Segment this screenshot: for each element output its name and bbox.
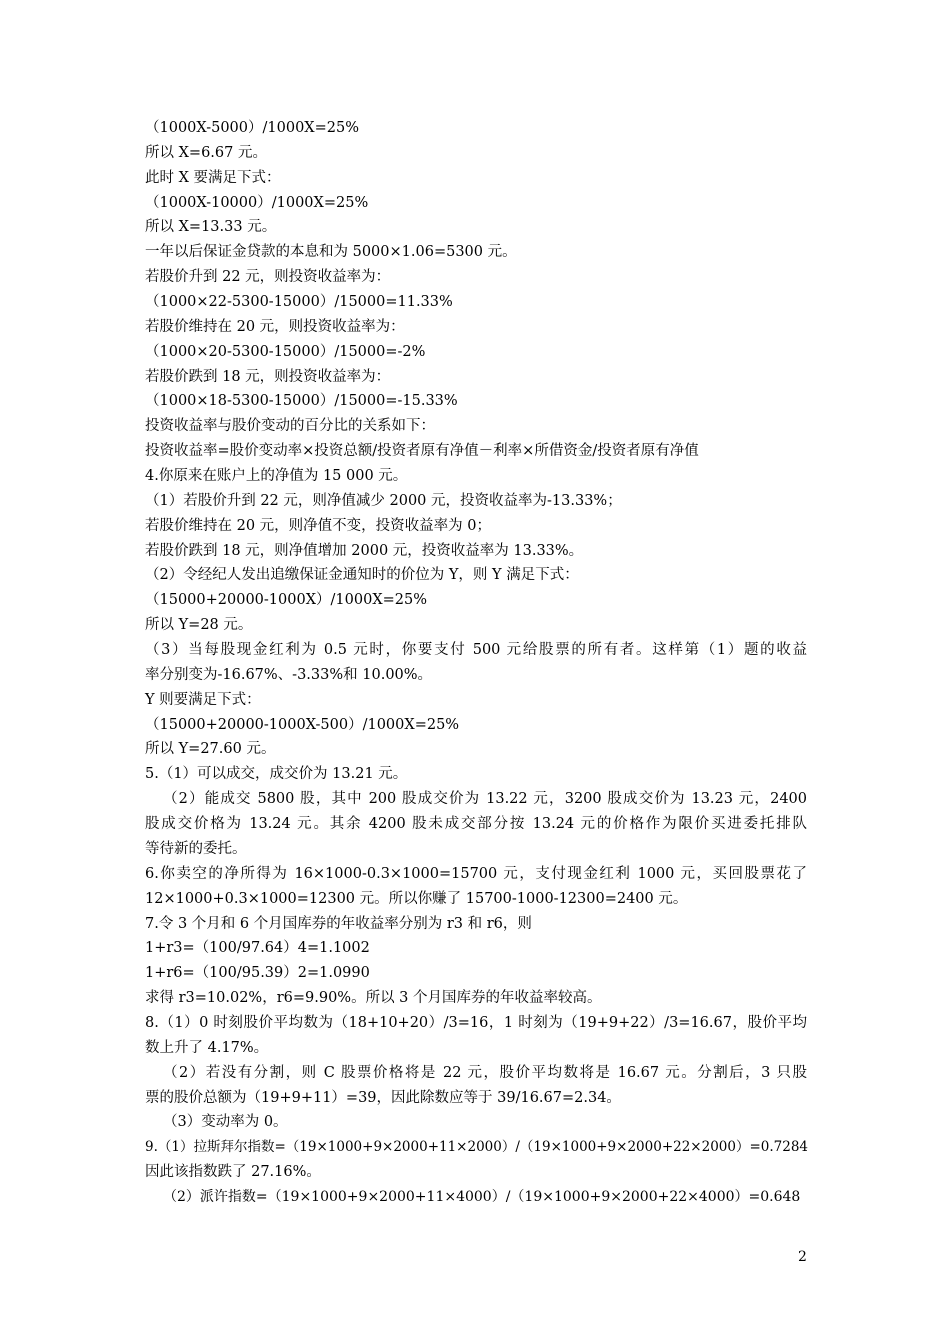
text-line: （3）当每股现金红利为 0.5 元时，你要支付 500 元给股票的所有者。这样第（1）题的收益 [145,642,807,659]
text-line: 所以 Y=28 元。 [145,617,253,634]
text-line: 股成交价格为 13.24 元。其余 4200 股未成交部分按 13.24 元的价格作为限价买进委托排队 [145,816,807,833]
text-line: 9.（1）拉斯拜尔指数=（19×1000+9×2000+11×2000）/（19×1000+9×2000+22×2000）=0.7284 [145,1139,809,1156]
text-line: 所以 X=6.67 元。 [145,144,267,161]
text-line: 6.你卖空的净所得为 16×1000-0.3×1000=15700 元，支付现金红利 1000 元，买回股票花了 [145,865,807,882]
text-line: 所以 Y=27.60 元。 [145,741,276,758]
text-line: 1+r6=（100/95.39）2=1.0990 [145,965,370,982]
text-line: （1000X-5000）/1000X=25% [145,120,359,136]
text-line: 投资收益率与股价变动的百分比的关系如下： [145,418,435,435]
text-line: 4.你原来在账户上的净值为 15 000 元。 [145,468,408,485]
page-number: 2 [798,1249,807,1265]
text-line: （1）若股价升到 22 元，则净值减少 2000 元，投资收益率为-13.33%； [145,492,622,509]
text-line: Y 则要满足下式： [145,691,261,708]
text-line: 所以 X=13.33 元。 [145,219,277,236]
text-line: （1000×20-5300-15000）/15000=-2% [145,343,426,360]
text-line: （2）能成交 5800 股，其中 200 股成交价为 13.22 元，3200 股成交价为 13.23 元，2400 [163,791,807,808]
text-line: （1000×22-5300-15000）/15000=11.33% [145,294,453,311]
text-line: 率分别变为-16.67%、-3.33%和 10.00%。 [145,666,433,683]
text-line: 5.（1）可以成交，成交价为 13.21 元。 [145,766,408,783]
text-line: （2）派许指数=（19×1000+9×2000+11×4000）/（19×1000+9×2000+22×4000）=0.648 [163,1188,801,1205]
text-line: 若股价维持在 20 元，则投资收益率为： [145,318,405,335]
text-line: 数上升了 4.17%。 [145,1039,269,1056]
document-body [145,116,807,1210]
text-line: 1+r3=（100/97.64）4=1.1002 [145,940,370,957]
text-line: 投资收益率=股价变动率×投资总额/投资者原有净值－利率×所借资金/投资者原有净值 [145,443,699,460]
text-line: （1000X-10000）/1000X=25% [145,194,369,211]
text-line: 票的股价总额为（19+9+11）=39，因此除数应等于 39/16.67=2.34。 [145,1089,621,1106]
text-line: 若股价跌到 18 元，则净值增加 2000 元，投资收益率为 13.33%。 [145,542,584,559]
text-line: 8.（1）0 时刻股价平均数为（18+10+20）/3=16，1 时刻为（19+9+22）/3=16.67，股价平均 [145,1014,807,1031]
text-line: 若股价维持在 20 元，则净值不变，投资收益率为 0； [145,517,492,534]
text-line: （2）若没有分割，则 C 股票价格将是 22 元，股价平均数将是 16.67 元。分割后，3 只股 [163,1064,807,1081]
text-line: （15000+20000-1000X-500）/1000X=25% [145,716,460,733]
text-line: 等待新的委托。 [145,840,247,857]
text-line: 12×1000+0.3×1000=12300 元。所以你赚了 15700-1000-12300=2400 元。 [145,890,688,907]
text-line: （15000+20000-1000X）/1000X=25% [145,592,428,609]
text-line: 此时 X 要满足下式： [145,169,281,186]
text-line: 一年以后保证金贷款的本息和为 5000×1.06=5300 元。 [145,244,517,261]
text-line: 因此该指数跌了 27.16%。 [145,1164,321,1181]
text-line: 若股价跌到 18 元，则投资收益率为： [145,368,391,385]
text-line: （2）令经纪人发出追缴保证金通知时的价位为 Y，则 Y 满足下式： [145,567,579,584]
text-line: 若股价升到 22 元，则投资收益率为： [145,269,391,286]
text-line: （1000×18-5300-15000）/15000=-15.33% [145,393,458,410]
text-line: 7.令 3 个月和 6 个月国库券的年收益率分别为 r3 和 r6，则 [145,915,532,932]
text-line: （3）变动率为 0。 [163,1114,288,1131]
text-line: 求得 r3=10.02%，r6=9.90%。所以 3 个月国库券的年收益率较高。 [145,990,602,1007]
